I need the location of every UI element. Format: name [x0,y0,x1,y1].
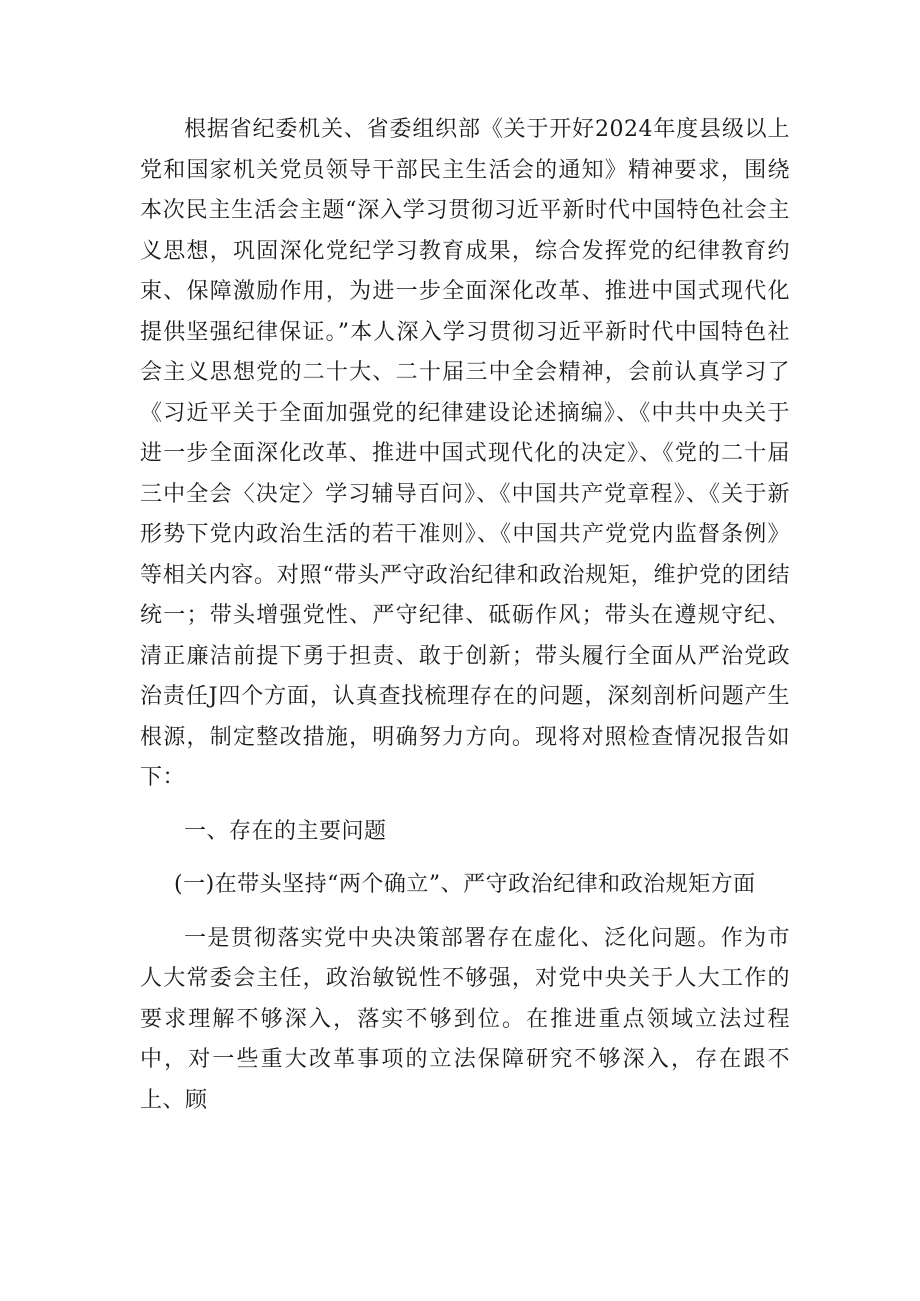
body-paragraph: 一是贯彻落实党中央决策部署存在虚化、泛化问题。作为市人大常委会主任，政治敏锐性不够强，对党中央关于人大工作的要求理解不够深入，落实不够到位。在推进重点领域立法过程中，对一些重大改革事项的立法保障研究不够深入，存在跟不上、顾 [140,925,790,1113]
subsection-heading: (一)在带头坚持“两个确立”、严守政治纪律和政治规矩方面 [174,872,756,897]
document-body [140,110,790,1121]
section-heading: 一、存在的主要问题 [184,818,387,844]
intro-paragraph: 根据省纪委机关、省委组织部《关于开好2024年度县级以上党和国家机关党员领导干部民主生活会的通知》精神要求，围绕本次民主生活会主题“深入学习贯彻习近平新时代中国特色社会主义思想，巩固深化党纪学习教育成果，综合发挥党的纪律教育约束、保障激励作用，为进一步全面深化改革、推进中国式现代化提供坚强纪律保证。”本人深入学习贯彻习近平新时代中国特色社会主义思想党的二十大、二十届三中全会精神，会前认真学习了《习近平关于全面加强党的纪律建设论述摘编》、《中共中央关于进一步全面深化改革、推进中国式现代化的决定》、《党的二十届三中全会〈决定〉学习辅导百问》、《中国共产党章程》、《关于新形势下党内政治生活的若干准则》、《中国共产党党内监督条例》等相关内容。对照“带头严守政治纪律和政治规矩，维护党的团结统一；带头增强党性、严守纪律、砥砺作风；带头在遵规守纪、清正廉洁前提下勇于担责、敢于创新；带头履行全面从严治党政治责任J四个方面，认真查找梳理存在的问题，深刻剖析问题产生根源，制定整改措施，明确努力方向。现将对照检查情况报告如下： [140,117,790,790]
